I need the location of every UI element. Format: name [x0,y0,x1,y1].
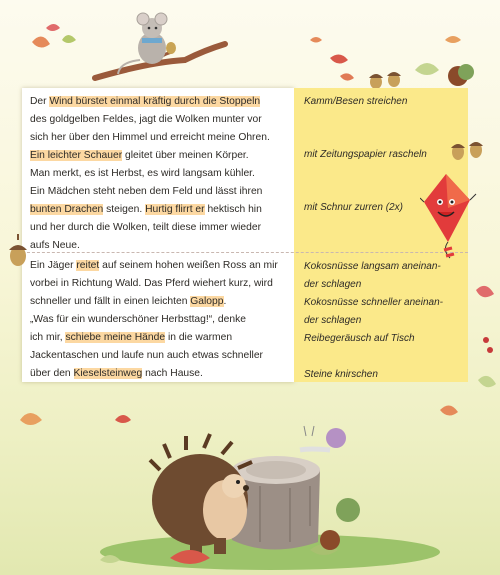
note-string: mit Schnur zurren (2x) [304,202,403,213]
story-line [30,201,292,219]
story-line [30,165,292,183]
acorn-icon [444,130,494,170]
story-line [30,237,292,255]
highlighted-phrase: schiebe meine Hände [65,332,166,343]
snail-illustration [300,426,346,450]
story-line [30,219,292,237]
highlighted-phrase: Kieselsteinweg [73,368,143,379]
text-segment: des goldgelben Feldes, jagt die Wolken munter vor [30,114,262,125]
note-coconut-slow-1: Kokosnüsse langsam aneinan- [304,261,441,272]
highlighted-phrase: Hurtig flirrt er [145,204,205,215]
text-segment: nach Hause. [142,368,203,379]
note-comb-broom: Kamm/Besen streichen [304,96,408,107]
story-line [30,275,292,293]
story-line [30,93,292,111]
text-segment: Der [30,96,50,107]
note-rubbing: Reibegeräusch auf Tisch [304,333,415,344]
text-segment: . [223,296,227,307]
text-segment: hektisch hin [204,204,262,215]
highlighted-phrase: Wind bürstet einmal kräftig durch die Stoppeln [49,96,261,107]
text-segment: und her durch die Wolken, teilt diese immer wieder [30,222,262,233]
text-segment: ich mir, [30,332,66,343]
story-line [30,183,292,201]
text-segment: Jackentaschen und laufe nun auch etwas schneller [30,350,263,361]
kite-illustration [420,170,480,260]
story-paragraph-2 [30,257,292,383]
mouse-on-branch-illustration [0,0,500,90]
story-line [30,257,292,275]
leaf-icon [468,280,500,400]
story-paragraph-1 [30,93,292,255]
note-coconut-fast-2: der schlagen [304,315,362,326]
story-line [30,111,292,129]
text-segment: schneller und fällt in einen leichten [30,296,191,307]
text-segment: gleitet über meinen Körper. [122,150,249,161]
text-segment: Ein Mädchen steht neben dem Feld und lässt ihren [30,186,263,197]
story-line [30,329,292,347]
text-segment: „Was für ein wunderschöner Herbsttag!“, denke [30,314,246,325]
text-segment: Ein Jäger [30,260,77,271]
story-line [30,365,292,383]
highlighted-phrase: bunten Drachen [30,204,104,215]
story-line [30,147,292,165]
text-segment: sich her über den Himmel und erreicht meine Ohren. [30,132,270,143]
highlighted-phrase: reitet [76,260,100,271]
hedgehog-illustration [0,390,500,575]
highlighted-phrase: Galopp [190,296,224,307]
note-coconut-slow-2: der schlagen [304,279,362,290]
text-segment: in die warmen [165,332,233,343]
story-line [30,129,292,147]
text-segment: vorbei in Richtung Wald. Das Pferd wiehert kurz, wird [30,278,273,289]
note-stones: Steine knirschen [304,369,378,380]
story-line [30,347,292,365]
text-segment: über den [30,368,74,379]
highlighted-phrase: Ein leichter Schauer [30,150,123,161]
acorn-icon [369,72,401,89]
chestnut-icon [0,226,40,276]
note-newspaper: mit Zeitungspapier rascheln [304,149,427,160]
note-coconut-fast-1: Kokosnüsse schneller aneinan- [304,297,443,308]
story-line [30,311,292,329]
text-segment: auf seinem hohen weißen Ross an mir [99,260,278,271]
text-segment: Man merkt, es ist Herbst, es wird langsam kühler. [30,168,255,179]
text-segment: aufs Neue. [30,240,80,251]
text-segment: steigen. [103,204,146,215]
story-line [30,293,292,311]
